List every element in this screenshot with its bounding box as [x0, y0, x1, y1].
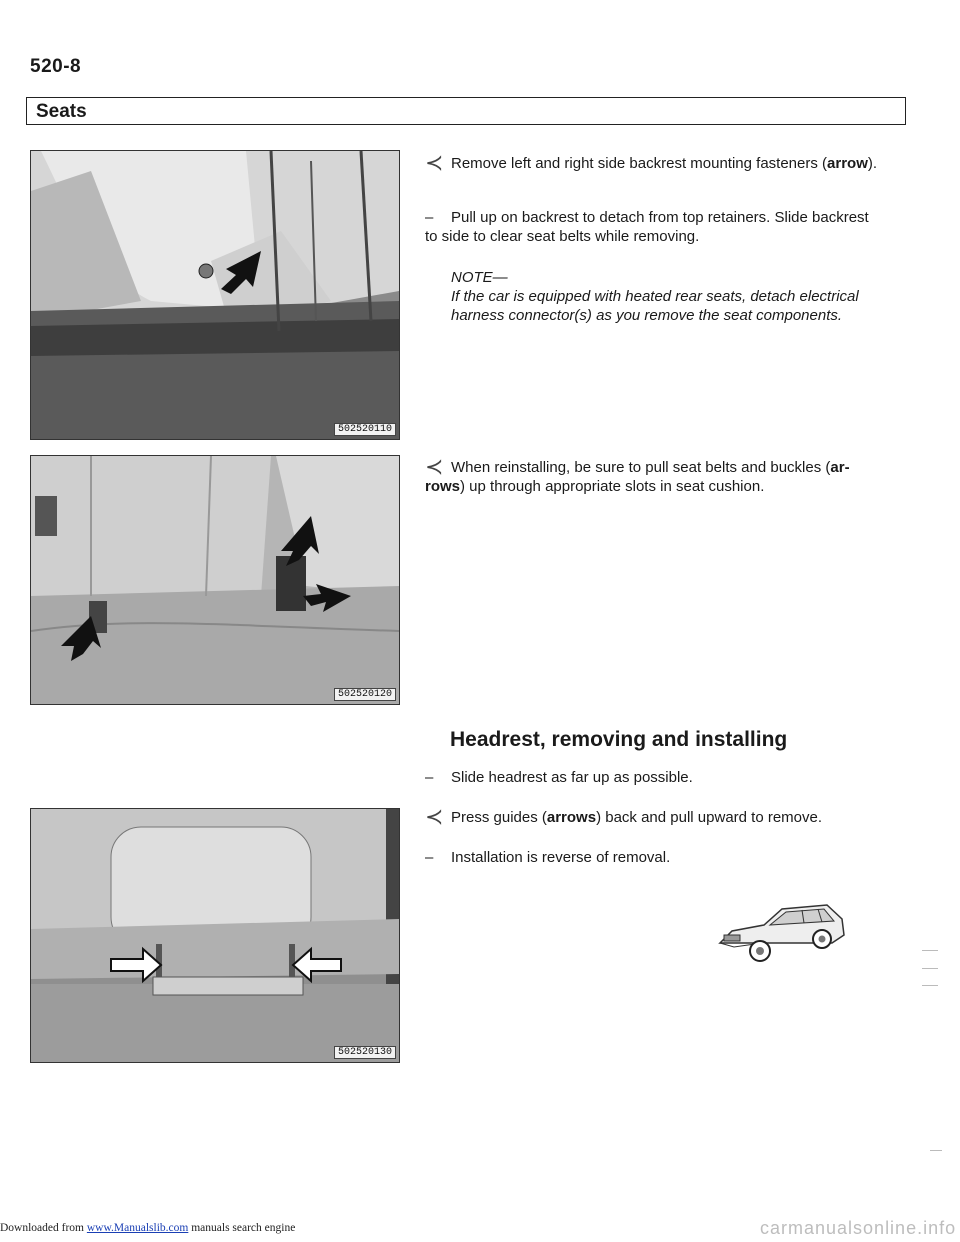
scan-mark	[922, 968, 938, 969]
page-number: 520-8	[30, 56, 82, 77]
note-block	[425, 268, 880, 325]
scan-mark	[922, 950, 938, 951]
section-title: Seats	[36, 101, 87, 122]
headrest-photo-illustration	[31, 809, 399, 1062]
scan-mark	[922, 985, 938, 986]
footer: Downloaded from www.Manualslib.com manuals search engine	[0, 1222, 296, 1234]
left-angle-marker-icon: ≺	[425, 804, 444, 829]
photo-backrest-fasteners	[30, 150, 400, 440]
step-install-reverse: – Installation is reverse of removal.	[425, 849, 671, 866]
backrest-photo-illustration	[31, 151, 399, 439]
list-dash: –	[425, 769, 434, 786]
section-heading: Headrest, removing and installing	[450, 728, 788, 751]
step-slide-headrest: – Slide headrest as far up as possible.	[425, 769, 693, 786]
step-remove-fasteners: ≺ Remove left and right side backrest mounting fasteners (arrow).	[425, 150, 878, 175]
bmw-wagon-icon	[712, 895, 852, 975]
left-angle-marker-icon: ≺	[425, 150, 444, 175]
figure-id: 502520120	[334, 688, 396, 701]
seat-buckles-photo-illustration	[31, 456, 399, 704]
figure-id: 502520130	[334, 1046, 396, 1059]
section-title-bar	[26, 97, 906, 125]
photo-seat-belt-buckles	[30, 455, 400, 705]
left-angle-marker-icon: ≺	[425, 454, 444, 479]
note-label: NOTE—	[451, 269, 508, 286]
figure-id: 502520110	[334, 423, 396, 436]
list-dash: –	[425, 849, 434, 866]
step-reinstall-belts: ≺ When reinstalling, be sure to pull seat belts and buckles (arrows) up through appropriate slots in seat cushion.	[425, 454, 850, 495]
photo-headrest-guides	[30, 808, 400, 1063]
step-press-guides: ≺ Press guides (arrows) back and pull upward to remove.	[425, 804, 823, 829]
note-body: If the car is equipped with heated rear seats, detach electrical harness connector(s) as you remove the seat components.	[451, 288, 859, 324]
step-pull-backrest: – Pull up on backrest to detach from top retainers. Slide backrest to side to clear seat belts while removing.	[425, 209, 869, 245]
scan-mark	[930, 1150, 942, 1151]
list-dash: –	[425, 209, 434, 226]
manualslib-link[interactable]: www.Manualslib.com	[86, 1222, 189, 1234]
watermark-text: carmanualsonline.info	[760, 1218, 957, 1238]
